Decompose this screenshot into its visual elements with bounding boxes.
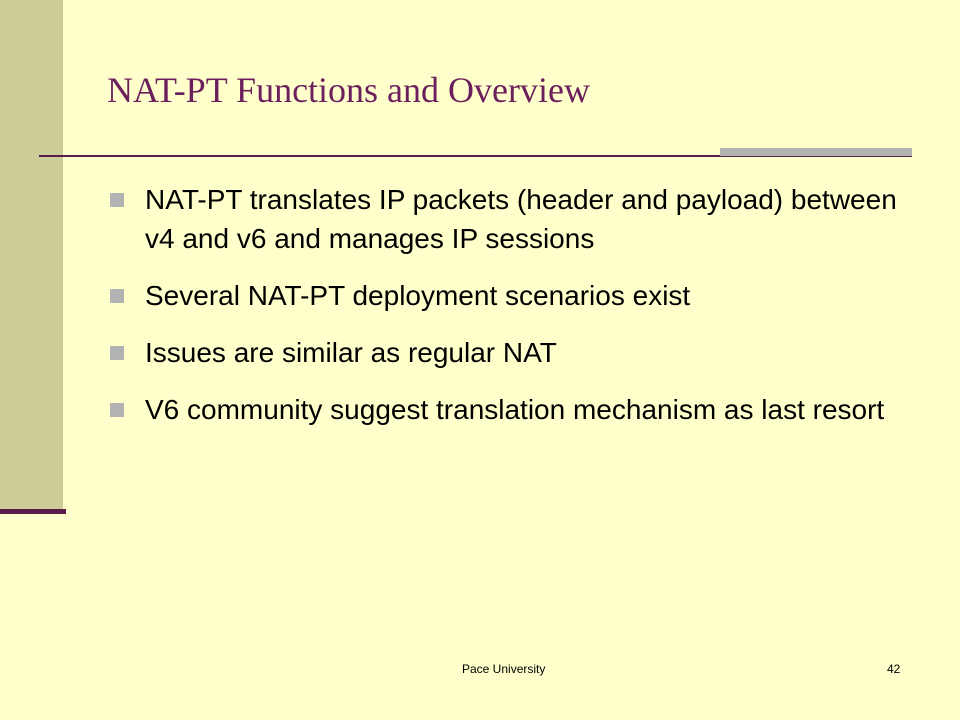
title-divider-accent — [720, 148, 912, 156]
square-bullet-icon — [110, 403, 124, 417]
bullet-text: NAT-PT translates IP packets (header and payload) between v4 and v6 and manages IP sessions — [145, 184, 897, 254]
page-number: 42 — [887, 662, 901, 676]
bullet-text: V6 community suggest translation mechanism as last resort — [145, 394, 885, 425]
left-decorative-band — [0, 0, 63, 509]
square-bullet-icon — [110, 346, 124, 360]
footer-text: Pace University — [462, 662, 546, 676]
slide-title: NAT-PT Functions and Overview — [107, 70, 590, 110]
square-bullet-icon — [110, 289, 124, 303]
bullet-item — [110, 333, 900, 372]
square-bullet-icon — [110, 193, 124, 207]
bullet-item — [110, 276, 900, 315]
bullet-text: Several NAT-PT deployment scenarios exist — [145, 280, 691, 311]
bullet-text: Issues are similar as regular NAT — [145, 337, 557, 368]
bullet-item — [110, 180, 900, 258]
bullet-list — [110, 180, 900, 447]
bullet-item — [110, 390, 900, 429]
left-band-underline — [0, 509, 66, 514]
